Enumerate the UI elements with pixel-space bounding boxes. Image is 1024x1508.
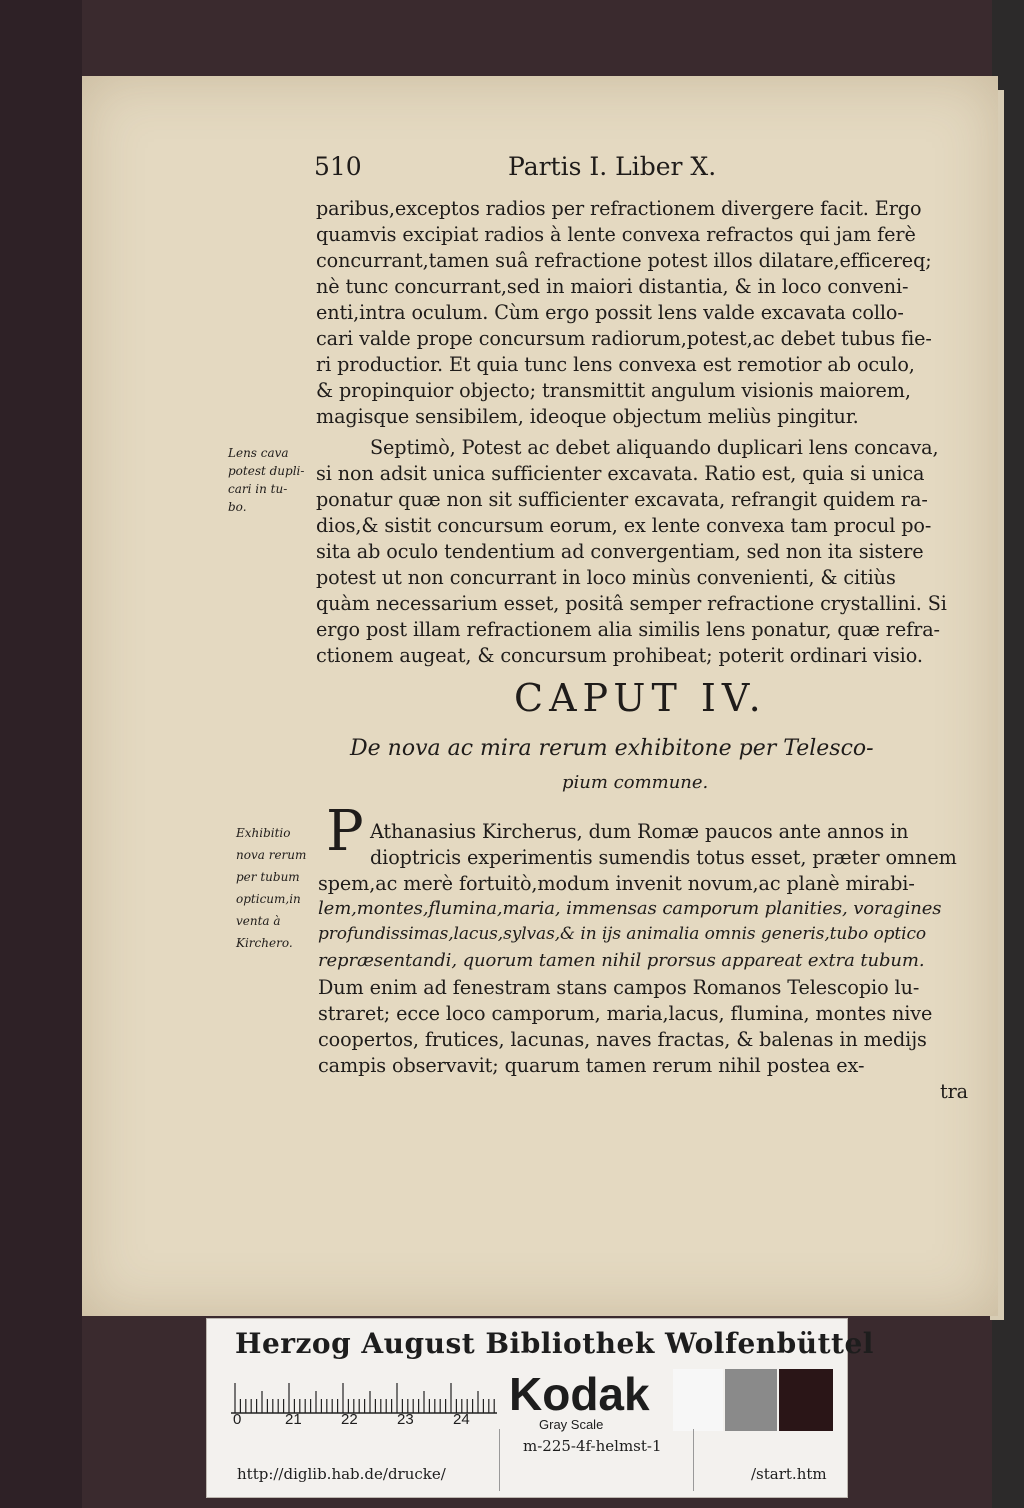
body-line: & propinquior objecto; transmittit angulum visionis maiorem, bbox=[316, 379, 911, 402]
body-line: straret; ecce loco camporum, maria,lacus, flumina, montes nive bbox=[318, 1002, 933, 1025]
body-line: concurrant,tamen suâ refractione potest illos dilatare,efficereq; bbox=[316, 249, 932, 272]
body-line: coopertos, frutices, lacunas, naves fractas, & balenas in medijs bbox=[318, 1028, 927, 1051]
body-line: ctionem augeat, & concursum prohibeat; poterit ordinari visio. bbox=[316, 644, 923, 667]
margin-note-line: Kirchero. bbox=[236, 936, 293, 950]
body-line: Dum enim ad fenestram stans campos Romanos Telescopio lu- bbox=[318, 976, 920, 999]
body-line: sita ab oculo tendentium ad convergentiam, sed non ita sistere bbox=[316, 540, 924, 563]
body-line: cari valde prope concursum radiorum,potest,ac debet tubus fie- bbox=[316, 327, 932, 350]
body-line: enti,intra oculum. Cùm ergo possit lens valde excavata collo- bbox=[316, 301, 904, 324]
ruler-label: 21 bbox=[285, 1411, 302, 1428]
body-line: quamvis excipiat radios à lente convexa refractos qui jam ferè bbox=[316, 223, 916, 246]
page-number: 510 bbox=[314, 152, 362, 181]
body-line: ri productior. Et quia tunc lens convexa est remotior ab oculo, bbox=[316, 353, 915, 376]
margin-note-line: Lens cava bbox=[228, 446, 289, 460]
body-line: Septimò, Potest ac debet aliquando duplicari lens concava, bbox=[370, 436, 939, 459]
shelfmark: m-225-4f-helmst-1 bbox=[523, 1437, 662, 1455]
divider bbox=[499, 1429, 500, 1491]
margin-note-line: potest dupli- bbox=[228, 464, 305, 478]
white-swatch bbox=[673, 1369, 723, 1431]
body-line: dios,& sistit concursum eorum, ex lente convexa tam procul po- bbox=[316, 514, 932, 537]
library-name: Herzog August Bibliothek Wolfenbüttel bbox=[235, 1327, 874, 1360]
scan-border-left bbox=[0, 0, 82, 1508]
chapter-subtitle: De nova ac mira rerum exhibitone per Telesco- bbox=[350, 736, 874, 761]
body-line: ergo post illam refractionem alia similis lens ponatur, quæ refra- bbox=[316, 618, 940, 641]
body-line: si non adsit unica sufficienter excavata. Ratio est, quia si unica bbox=[316, 462, 925, 485]
ruler-label: 24 bbox=[453, 1411, 470, 1428]
margin-note-line: per tubum bbox=[236, 870, 300, 884]
kodak-logo: Kodak bbox=[509, 1368, 650, 1420]
body-line: quàm necessarium esset, positâ semper refractione crystallini. Si bbox=[316, 592, 947, 615]
body-line: potest ut non concurrant in loco minùs convenienti, & citiùs bbox=[316, 566, 896, 589]
chapter-subtitle: pium commune. bbox=[562, 772, 709, 793]
body-line: magisque sensibilem, ideoque objectum meliùs pingitur. bbox=[316, 405, 859, 428]
body-line: paribus,exceptos radios per refractionem divergere facit. Ergo bbox=[316, 197, 922, 220]
running-title: Partis I. Liber X. bbox=[508, 152, 717, 181]
gray-scale-label: Gray Scale bbox=[539, 1417, 604, 1432]
body-line: spem,ac merè fortuitò,modum invenit novum,ac planè mirabi- bbox=[318, 872, 915, 895]
margin-note-line: Exhibitio bbox=[236, 826, 291, 840]
ruler-label: 22 bbox=[341, 1411, 358, 1428]
body-line: lem,montes,flumina,maria, immensas camporum planities, voragines bbox=[318, 898, 942, 919]
ruler-label: 23 bbox=[397, 1411, 414, 1428]
dark-swatch bbox=[779, 1369, 833, 1431]
chapter-heading: CAPUT IV. bbox=[514, 676, 767, 720]
margin-note-line: cari in tu- bbox=[228, 482, 288, 496]
gray-swatch bbox=[725, 1369, 777, 1431]
margin-note-line: opticum,in bbox=[236, 892, 301, 906]
margin-note-line: nova rerum bbox=[236, 848, 307, 862]
body-line: ponatur quæ non sit sufficienter excavata, refrangit quidem ra- bbox=[316, 488, 928, 511]
body-line: nè tunc concurrant,sed in maiori distantia, & in loco conveni- bbox=[316, 275, 909, 298]
drop-cap: P bbox=[326, 799, 364, 864]
margin-note-line: venta à bbox=[236, 914, 281, 928]
source-url-suffix: /start.htm bbox=[751, 1465, 827, 1483]
catchword: tra bbox=[940, 1080, 969, 1103]
library-calibration-card bbox=[206, 1318, 874, 1498]
body-line: dioptricis experimentis sumendis totus esset, præter omnem bbox=[370, 846, 957, 869]
body-line: campis observavit; quarum tamen rerum nihil postea ex- bbox=[318, 1054, 865, 1077]
divider bbox=[693, 1429, 694, 1491]
body-line: profundissimas,lacus,sylvas,& in ijs animalia omnis generis,tubo optico bbox=[318, 924, 927, 944]
body-line: Athanasius Kircherus, dum Romæ paucos ante annos in bbox=[370, 820, 909, 843]
ruler-scale bbox=[231, 1375, 497, 1415]
body-line: repræsentandi, quorum tamen nihil prorsus appareat extra tubum. bbox=[318, 950, 925, 971]
margin-note-line: bo. bbox=[228, 500, 247, 514]
ruler-label: 0 bbox=[233, 1411, 242, 1428]
source-url: http://diglib.hab.de/drucke/ bbox=[237, 1465, 446, 1483]
